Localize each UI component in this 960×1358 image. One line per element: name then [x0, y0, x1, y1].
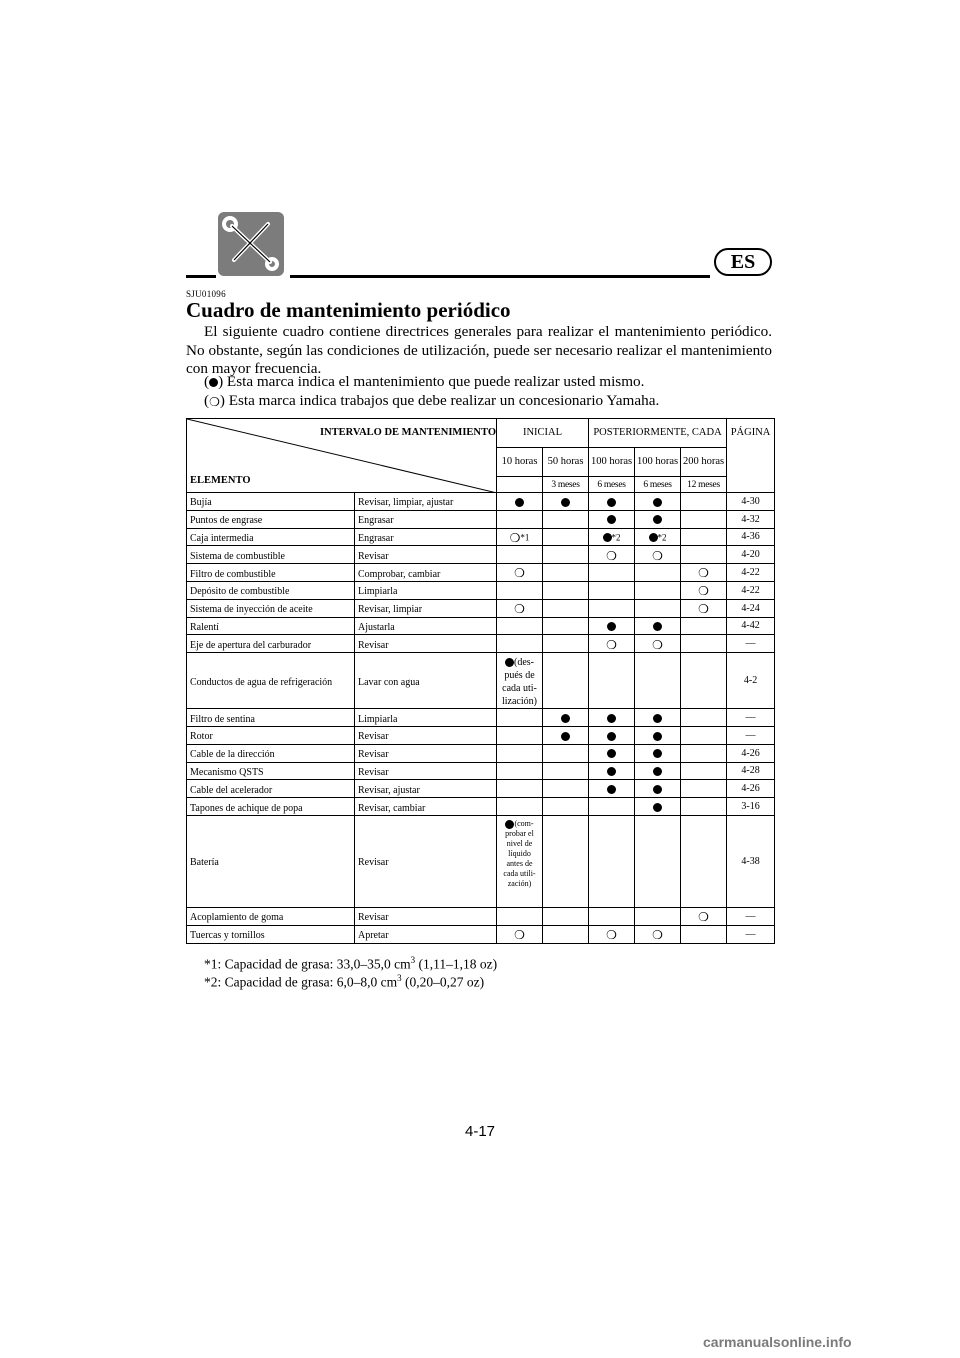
cell-interval-4	[681, 798, 727, 816]
ring-icon: ❍	[698, 601, 709, 616]
cell-page: 4-26	[727, 780, 775, 798]
cell-interval-3	[635, 815, 681, 907]
cell-interval-3	[635, 709, 681, 727]
cell-interval-0	[497, 925, 543, 943]
table-row	[187, 762, 775, 780]
filled-dot-icon	[607, 732, 616, 741]
intro-paragraph: El siguiente cuadro contiene directrices generales para realizar el mantenimiento periódico. No obstante, según las condiciones de utilización, puede ser necesario realizar el mantenimiento con mayor frecuencia.	[186, 323, 772, 378]
page-number: 4-17	[464, 1123, 496, 1140]
cell-interval-1	[543, 635, 589, 653]
ring-icon: ❍	[606, 548, 617, 563]
ring-icon: ❍	[514, 566, 525, 581]
cell-operation: Revisar	[355, 762, 497, 780]
ring-icon: ❍	[652, 927, 663, 942]
cell-interval-1	[543, 546, 589, 564]
cell-interval-0	[497, 726, 543, 744]
cell-interval-2	[589, 564, 635, 582]
cell-interval-0	[497, 709, 543, 727]
ring-icon: ❍	[606, 637, 617, 652]
cell-operation: Revisar, limpiar	[355, 599, 497, 617]
cell-interval-3	[635, 653, 681, 709]
cell-interval-4	[681, 493, 727, 511]
header-page: PÁGINA	[727, 419, 775, 493]
filled-dot-icon	[653, 732, 662, 741]
cell-element: Conductos de agua de refrigeración	[187, 653, 355, 709]
cell-operation: Revisar	[355, 907, 497, 925]
filled-dot-icon	[561, 732, 570, 741]
filled-dot-icon	[607, 515, 616, 524]
table-row	[187, 581, 775, 599]
ring-icon: ❍	[652, 548, 663, 563]
cell-interval-1	[543, 581, 589, 599]
cell-interval-3	[635, 564, 681, 582]
table-row	[187, 709, 775, 727]
filled-dot-icon	[653, 714, 662, 723]
note-line: líquido	[508, 848, 531, 858]
cell-interval-2	[589, 653, 635, 709]
footnote-2: *2: Capacidad de grasa: 6,0–8,0 $cm^3$ (0,20–0,27 oz)	[204, 973, 485, 990]
note-line: zación)	[507, 878, 532, 888]
cell-interval-4	[681, 925, 727, 943]
cell-interval-4	[681, 599, 727, 617]
cell-page: 4-2	[727, 653, 775, 709]
note-line: nivel de	[506, 838, 533, 848]
cell-interval-2	[589, 709, 635, 727]
cell-interval-3	[635, 780, 681, 798]
cell-page: 4-36	[727, 528, 775, 546]
cell-element: Mecanismo QSTS	[187, 762, 355, 780]
cell-interval-4	[681, 564, 727, 582]
ring-icon: ❍	[514, 927, 525, 942]
cell-interval-4	[681, 709, 727, 727]
ring-icon: ❍	[698, 910, 709, 925]
cell-interval-3	[635, 528, 681, 546]
cell-interval-4	[681, 510, 727, 528]
ring-icon: ❍	[652, 637, 663, 652]
filled-dot-icon	[607, 785, 616, 794]
header-month-empty	[497, 477, 543, 493]
maintenance-table	[186, 418, 775, 944]
cell-interval-3	[635, 617, 681, 635]
cell-interval-1	[543, 907, 589, 925]
cell-interval-1	[543, 925, 589, 943]
filled-dot-icon	[607, 767, 616, 776]
cell-element: Filtro de combustible	[187, 564, 355, 582]
cell-interval-1	[543, 564, 589, 582]
cell-interval-1	[543, 798, 589, 816]
footnote-ref: *2	[611, 532, 621, 543]
cell-interval-3	[635, 510, 681, 528]
cell-interval-4	[681, 546, 727, 564]
cell-interval-1	[543, 815, 589, 907]
cell-operation: Engrasar	[355, 510, 497, 528]
cell-element: Eje de apertura del carburador	[187, 635, 355, 653]
cell-interval-3	[635, 925, 681, 943]
cell-operation: Revisar, cambiar	[355, 798, 497, 816]
cell-interval-3	[635, 599, 681, 617]
cell-element: Cable de la dirección	[187, 744, 355, 762]
cell-interval-1	[543, 744, 589, 762]
cell-element: Depósito de combustible	[187, 581, 355, 599]
cell-note	[497, 819, 542, 889]
cell-interval-2	[589, 744, 635, 762]
cell-element: Ralentí	[187, 617, 355, 635]
note-line: cada utili-	[503, 868, 536, 878]
cell-element: Batería	[187, 815, 355, 907]
cell-page: 3-16	[727, 798, 775, 816]
table-row	[187, 798, 775, 816]
section-code: SJU01096	[186, 289, 226, 299]
language-badge: ES	[714, 248, 772, 276]
cell-element: Puntos de engrase	[187, 510, 355, 528]
filled-dot-icon	[653, 803, 662, 812]
ring-icon: ❍	[509, 530, 521, 545]
table-row	[187, 907, 775, 925]
watermark: carmanualsonline.info	[703, 1334, 852, 1350]
filled-dot-icon	[649, 533, 658, 542]
cell-interval-4	[681, 581, 727, 599]
cell-element: Acoplamiento de goma	[187, 907, 355, 925]
cell-interval-1	[543, 709, 589, 727]
footnote-ref: *2	[657, 532, 667, 543]
cell-interval-0	[497, 780, 543, 798]
cell-page: —	[727, 925, 775, 943]
header-diagonal-cell	[187, 419, 497, 493]
cell-interval-2	[589, 780, 635, 798]
cell-interval-0	[497, 653, 543, 709]
table-row	[187, 726, 775, 744]
filled-dot-icon	[561, 498, 570, 507]
cell-interval-0	[497, 599, 543, 617]
header-hours-3: 100 horas	[635, 448, 681, 477]
table-row	[187, 564, 775, 582]
note-line: (des-	[514, 657, 534, 669]
cell-interval-1	[543, 762, 589, 780]
filled-dot-icon	[653, 785, 662, 794]
footnote-1: *1: Capacidad de grasa: 33,0–35,0 $cm^3$ (1,11–1,18 oz)	[204, 955, 498, 972]
filled-dot-icon	[607, 622, 616, 631]
tools-icon	[218, 212, 284, 276]
table-row	[187, 653, 775, 709]
footnote-ref: *1	[520, 532, 530, 543]
cell-page: —	[727, 709, 775, 727]
cell-interval-4	[681, 744, 727, 762]
cell-element: Tapones de achique de popa	[187, 798, 355, 816]
cell-interval-2	[589, 546, 635, 564]
cell-element: Caja intermedia	[187, 528, 355, 546]
cell-page: 4-22	[727, 581, 775, 599]
cell-element: Filtro de sentina	[187, 709, 355, 727]
cell-operation: Revisar	[355, 635, 497, 653]
header-element: ELEMENTO	[190, 475, 251, 486]
header-month-1: 6 meses	[589, 477, 635, 493]
header-month-3: 12 meses	[681, 477, 727, 493]
filled-dot-icon	[505, 658, 514, 667]
cell-element: Cable del acelerador	[187, 780, 355, 798]
cell-note	[497, 656, 542, 708]
cell-element: Tuercas y tornillos	[187, 925, 355, 943]
cell-page: —	[727, 907, 775, 925]
cell-operation: Limpiarla	[355, 581, 497, 599]
cell-interval-3	[635, 726, 681, 744]
table-row	[187, 510, 775, 528]
cell-page: 4-32	[727, 510, 775, 528]
filled-dot-icon	[607, 498, 616, 507]
cell-page: —	[727, 726, 775, 744]
cell-interval-2	[589, 925, 635, 943]
filled-dot-icon	[653, 498, 662, 507]
filled-dot-icon	[209, 378, 218, 387]
cell-interval-2	[589, 635, 635, 653]
cell-interval-0	[497, 635, 543, 653]
table-row	[187, 780, 775, 798]
ring-icon: ❍	[698, 584, 709, 599]
cell-page: 4-26	[727, 744, 775, 762]
cell-interval-3	[635, 493, 681, 511]
header-hours-2: 100 horas	[589, 448, 635, 477]
cell-operation: Revisar, limpiar, ajustar	[355, 493, 497, 511]
cell-element: Sistema de inyección de aceite	[187, 599, 355, 617]
cell-page: 4-20	[727, 546, 775, 564]
cell-interval-1	[543, 599, 589, 617]
header-month-2: 6 meses	[635, 477, 681, 493]
cell-interval-2	[589, 599, 635, 617]
cell-interval-2	[589, 726, 635, 744]
cell-interval-2	[589, 493, 635, 511]
cell-interval-3	[635, 907, 681, 925]
header-hours-1: 50 horas	[543, 448, 589, 477]
cell-operation: Lavar con agua	[355, 653, 497, 709]
cell-interval-4	[681, 762, 727, 780]
cell-interval-0	[497, 744, 543, 762]
cell-operation: Revisar	[355, 726, 497, 744]
cell-operation: Revisar	[355, 815, 497, 907]
filled-dot-icon	[653, 767, 662, 776]
cell-interval-4	[681, 653, 727, 709]
cell-interval-0	[497, 815, 543, 907]
header-initial: INICIAL	[497, 419, 589, 448]
ring-icon: ❍	[698, 566, 709, 581]
cell-interval-1	[543, 726, 589, 744]
table-row	[187, 528, 775, 546]
header-rule-left	[186, 275, 216, 278]
note-line: (com-	[514, 818, 534, 828]
cell-element: Rotor	[187, 726, 355, 744]
legend-dealer: (❍) Esta marca indica trabajos que debe realizar un concesionario Yamaha.	[204, 392, 660, 409]
table-row	[187, 617, 775, 635]
cell-interval-4	[681, 635, 727, 653]
ring-icon: ❍	[209, 394, 220, 409]
cell-page: 4-38	[727, 815, 775, 907]
cell-interval-1	[543, 510, 589, 528]
cell-interval-2	[589, 907, 635, 925]
cell-interval-4	[681, 528, 727, 546]
filled-dot-icon	[515, 498, 524, 507]
cell-interval-0	[497, 617, 543, 635]
cell-operation: Revisar	[355, 546, 497, 564]
cell-interval-0	[497, 546, 543, 564]
page-title: Cuadro de mantenimiento periódico	[186, 298, 511, 322]
header-after: POSTERIORMENTE, CADA	[589, 419, 727, 448]
cell-interval-0	[497, 581, 543, 599]
header-month-0: 3 meses	[543, 477, 589, 493]
table-row	[187, 546, 775, 564]
cell-operation: Revisar	[355, 744, 497, 762]
cell-interval-2	[589, 510, 635, 528]
ring-icon: ❍	[514, 601, 525, 616]
note-line: lización)	[502, 696, 537, 708]
cell-operation: Engrasar	[355, 528, 497, 546]
cell-operation: Revisar, ajustar	[355, 780, 497, 798]
cell-interval-1	[543, 617, 589, 635]
table-row	[187, 599, 775, 617]
filled-dot-icon	[653, 515, 662, 524]
cell-interval-4	[681, 780, 727, 798]
legend-owner: ( ) Esta marca indica el mantenimiento que puede realizar usted mismo.	[204, 373, 645, 390]
cell-interval-0	[497, 762, 543, 780]
cell-interval-2	[589, 762, 635, 780]
table-row	[187, 493, 775, 511]
cell-interval-0	[497, 907, 543, 925]
header-interval: INTERVALO DE MANTENIMIENTO	[319, 427, 496, 438]
cell-page: —	[727, 635, 775, 653]
cell-interval-1	[543, 528, 589, 546]
cell-element: Bujía	[187, 493, 355, 511]
cell-interval-4	[681, 617, 727, 635]
cell-operation: Apretar	[355, 925, 497, 943]
cell-interval-2	[589, 528, 635, 546]
cell-interval-3	[635, 581, 681, 599]
table-row	[187, 744, 775, 762]
table-row	[187, 925, 775, 943]
header-hours-4: 200 horas	[681, 448, 727, 477]
cell-interval-2	[589, 815, 635, 907]
cell-interval-1	[543, 493, 589, 511]
cell-interval-0	[497, 528, 543, 546]
cell-element: Sistema de combustible	[187, 546, 355, 564]
cell-interval-3	[635, 546, 681, 564]
cell-interval-2	[589, 617, 635, 635]
cell-page: 4-30	[727, 493, 775, 511]
filled-dot-icon	[607, 714, 616, 723]
filled-dot-icon	[653, 749, 662, 758]
cell-interval-3	[635, 798, 681, 816]
ring-icon: ❍	[606, 927, 617, 942]
table-row	[187, 815, 775, 907]
note-line: pués de	[504, 670, 535, 682]
header-hours-0: 10 horas	[497, 448, 543, 477]
cell-interval-3	[635, 762, 681, 780]
filled-dot-icon	[603, 533, 612, 542]
note-line: probar el	[505, 828, 534, 838]
filled-dot-icon	[653, 622, 662, 631]
cell-interval-0	[497, 510, 543, 528]
cell-interval-4	[681, 907, 727, 925]
cell-interval-1	[543, 780, 589, 798]
cell-interval-4	[681, 815, 727, 907]
cell-page: 4-24	[727, 599, 775, 617]
cell-operation: Ajustarla	[355, 617, 497, 635]
cell-page: 4-28	[727, 762, 775, 780]
cell-interval-3	[635, 635, 681, 653]
cell-interval-4	[681, 726, 727, 744]
cell-operation: Comprobar, cambiar	[355, 564, 497, 582]
cell-page: 4-42	[727, 617, 775, 635]
cell-interval-2	[589, 798, 635, 816]
cell-page: 4-22	[727, 564, 775, 582]
note-line: antes de	[506, 858, 533, 868]
cell-interval-3	[635, 744, 681, 762]
table-row	[187, 635, 775, 653]
filled-dot-icon	[561, 714, 570, 723]
cell-interval-0	[497, 493, 543, 511]
cell-interval-1	[543, 653, 589, 709]
note-line: cada uti-	[502, 683, 537, 695]
cell-operation: Limpiarla	[355, 709, 497, 727]
cell-interval-0	[497, 798, 543, 816]
cell-interval-2	[589, 581, 635, 599]
header-rule-right	[290, 275, 710, 278]
cell-interval-0	[497, 564, 543, 582]
filled-dot-icon	[607, 749, 616, 758]
